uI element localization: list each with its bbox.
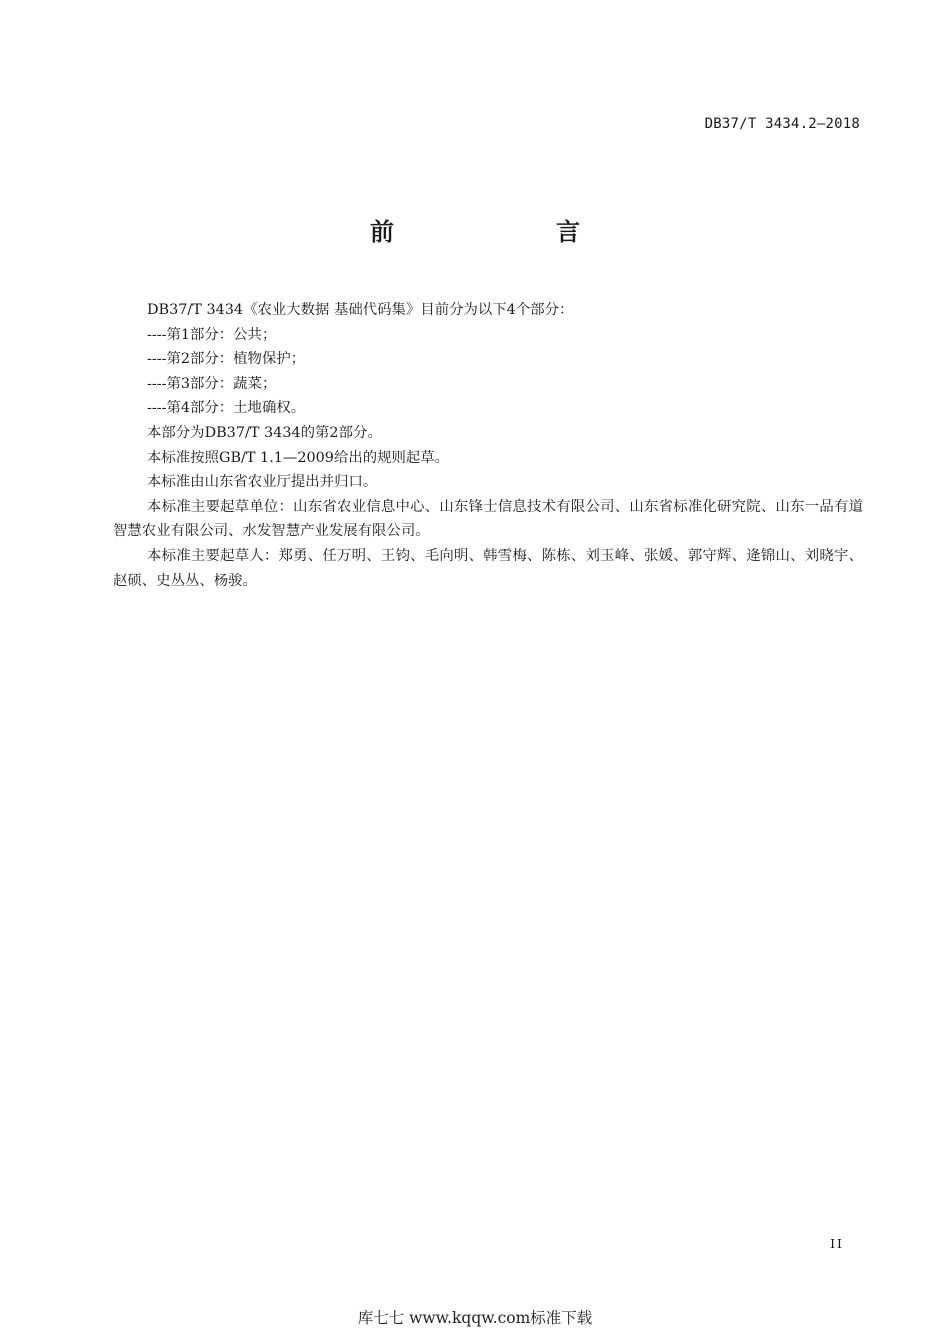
page-title: 前 言 — [370, 218, 618, 246]
page-number: II — [830, 1236, 844, 1251]
paragraph-part-2: ----第2部分：植物保护； — [147, 351, 306, 368]
watermark-text: 库七七 www.kqqw.com标准下载 — [357, 1309, 593, 1327]
paragraph-drafting-units: 本标准主要起草单位：山东省农业信息中心、山东锋士信息技术有限公司、山东省标准化研究院、山东一品有道智慧农业有限公司、水发智慧产业发展有限公司。 — [113, 498, 863, 540]
paragraph-drafting-rules: 本标准按照GB/T 1.1—2009给出的规则起草。 — [147, 449, 450, 466]
paragraph-part-1: ----第1部分：公共； — [147, 326, 277, 343]
paragraph-part-4: ----第4部分：土地确权。 — [147, 400, 306, 417]
foreword-body — [113, 298, 863, 593]
document-code: DB37/T 3434.2—2018 — [704, 116, 860, 132]
paragraph-this-part: 本部分为DB37/T 3434的第2部分。 — [147, 424, 382, 441]
paragraph-proposer: 本标准由山东省农业厅提出并归口。 — [147, 474, 378, 491]
paragraph-part-3: ----第3部分：蔬菜； — [147, 375, 277, 392]
paragraph-parts-intro: DB37/T 3434《农业大数据 基础代码集》目前分为以下4个部分： — [147, 302, 574, 318]
paragraph-drafters: 本标准主要起草人：郑勇、任万明、王钧、毛向明、韩雪梅、陈栋、刘玉峰、张媛、郭守辉、逄锦山、刘晓宇、赵硕、史丛丛、杨骏。 — [113, 547, 863, 589]
